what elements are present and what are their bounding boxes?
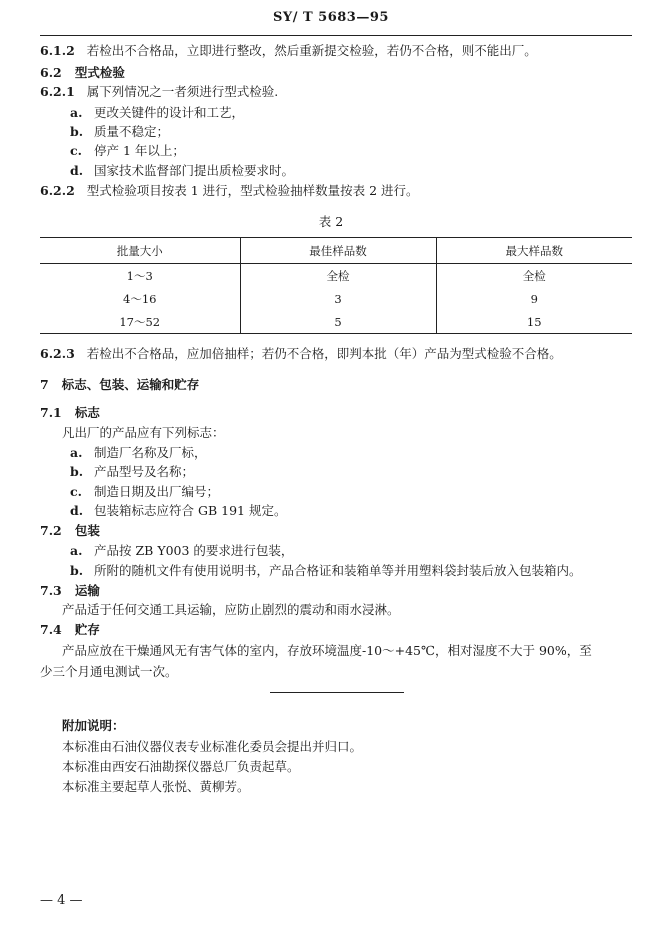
clause-6-2-2: 6.2.2 型式检验项目按表 1 进行，型式检验抽样数量按表 2 进行。 xyxy=(40,183,419,198)
table-cell: 9 xyxy=(530,291,538,306)
column-header-batch-size: 批量大小 xyxy=(40,238,240,264)
page-number: — 4 — xyxy=(40,893,83,908)
list-item: a. 更改关键件的设计和工艺， xyxy=(70,105,245,120)
notes-line: 本标准由石油仪器仪表专业标准化委员会提出并归口。 xyxy=(62,739,363,754)
section-7-1-heading: 7.1 标志 xyxy=(40,405,100,420)
list-item: d. 国家技术监督部门提出质检要求时。 xyxy=(70,163,295,178)
section-7-4-heading: 7.4 贮存 xyxy=(40,622,100,637)
section-7-heading: 7 标志、包装、运输和贮存 xyxy=(40,377,200,392)
list-item: b. 所附的随机文件有使用说明书，产品合格证和装箱单等并用塑料袋封装后放入包装箱内。 xyxy=(70,563,582,578)
clause-6-2-3: 6.2.3 若检出不合格品，应加倍抽样；若仍不合格，即判本批（年）产品为型式检验不合格。 xyxy=(40,346,562,361)
table-row xyxy=(40,287,632,310)
notes-line: 本标准主要起草人张悦、黄柳芳。 xyxy=(62,779,250,794)
section-6-2-heading: 6.2 型式检验 xyxy=(40,65,125,80)
paragraph: 凡出厂的产品应有下列标志： xyxy=(62,425,225,440)
notes-title: 附加说明： xyxy=(62,718,125,733)
table-cell: 3 xyxy=(240,287,436,310)
paragraph: 产品应放在干燥通风无有害气体的室内，存放环境温度-10～+45℃，相对湿度不大于 90%，至 xyxy=(62,643,592,658)
standard-code-header: SY/ T 5683—95 xyxy=(273,10,389,25)
notes-line: 本标准由西安石油勘探仪器总厂负责起草。 xyxy=(62,759,300,774)
clause-6-1-2: 6.1.2 若检出不合格品，立即进行整改，然后重新提交检验，若仍不合格，则不能出厂。 xyxy=(40,43,537,58)
section-7-3-heading: 7.3 运输 xyxy=(40,583,100,598)
list-item: a. 制造厂名称及厂标， xyxy=(70,445,207,460)
section-7-2-heading: 7.2 包装 xyxy=(40,523,100,538)
table-header-row xyxy=(40,238,632,264)
column-header-optimal-samples: 最佳样品数 xyxy=(240,238,436,264)
list-item: c. 制造日期及出厂编号； xyxy=(70,484,220,499)
table-caption: 表 2 xyxy=(318,214,344,229)
table-cell: 17～52 xyxy=(40,310,240,334)
paragraph-continuation: 少三个月通电测试一次。 xyxy=(40,664,178,679)
table-row xyxy=(40,310,632,334)
list-item: c. 停产 1 年以上； xyxy=(70,143,185,158)
table-cell: 4～16 xyxy=(40,287,240,310)
table-row xyxy=(40,264,632,288)
list-item: d. 包装箱标志应符合 GB 191 规定。 xyxy=(70,503,287,518)
column-header-max-samples: 最大样品数 xyxy=(436,238,632,264)
table-cell: 1～3 xyxy=(40,264,240,288)
sample-size-table xyxy=(40,237,632,334)
list-item: a. 产品按 ZB Y003 的要求进行包装， xyxy=(70,543,294,558)
clause-6-2-1: 6.2.1 属下列情况之一者须进行型式检验. xyxy=(40,84,279,99)
paragraph: 产品适于任何交通工具运输，应防止剧烈的震动和雨水浸淋。 xyxy=(62,602,400,617)
table-cell: 15 xyxy=(436,310,632,334)
table-cell: 全检 xyxy=(522,268,546,283)
table-cell: 全检 xyxy=(240,264,436,288)
header-rule xyxy=(40,35,632,36)
separator-rule xyxy=(270,692,404,693)
list-item: b. 质量不稳定； xyxy=(70,124,170,139)
table-cell: 5 xyxy=(240,310,436,334)
list-item: b. 产品型号及名称； xyxy=(70,464,195,479)
